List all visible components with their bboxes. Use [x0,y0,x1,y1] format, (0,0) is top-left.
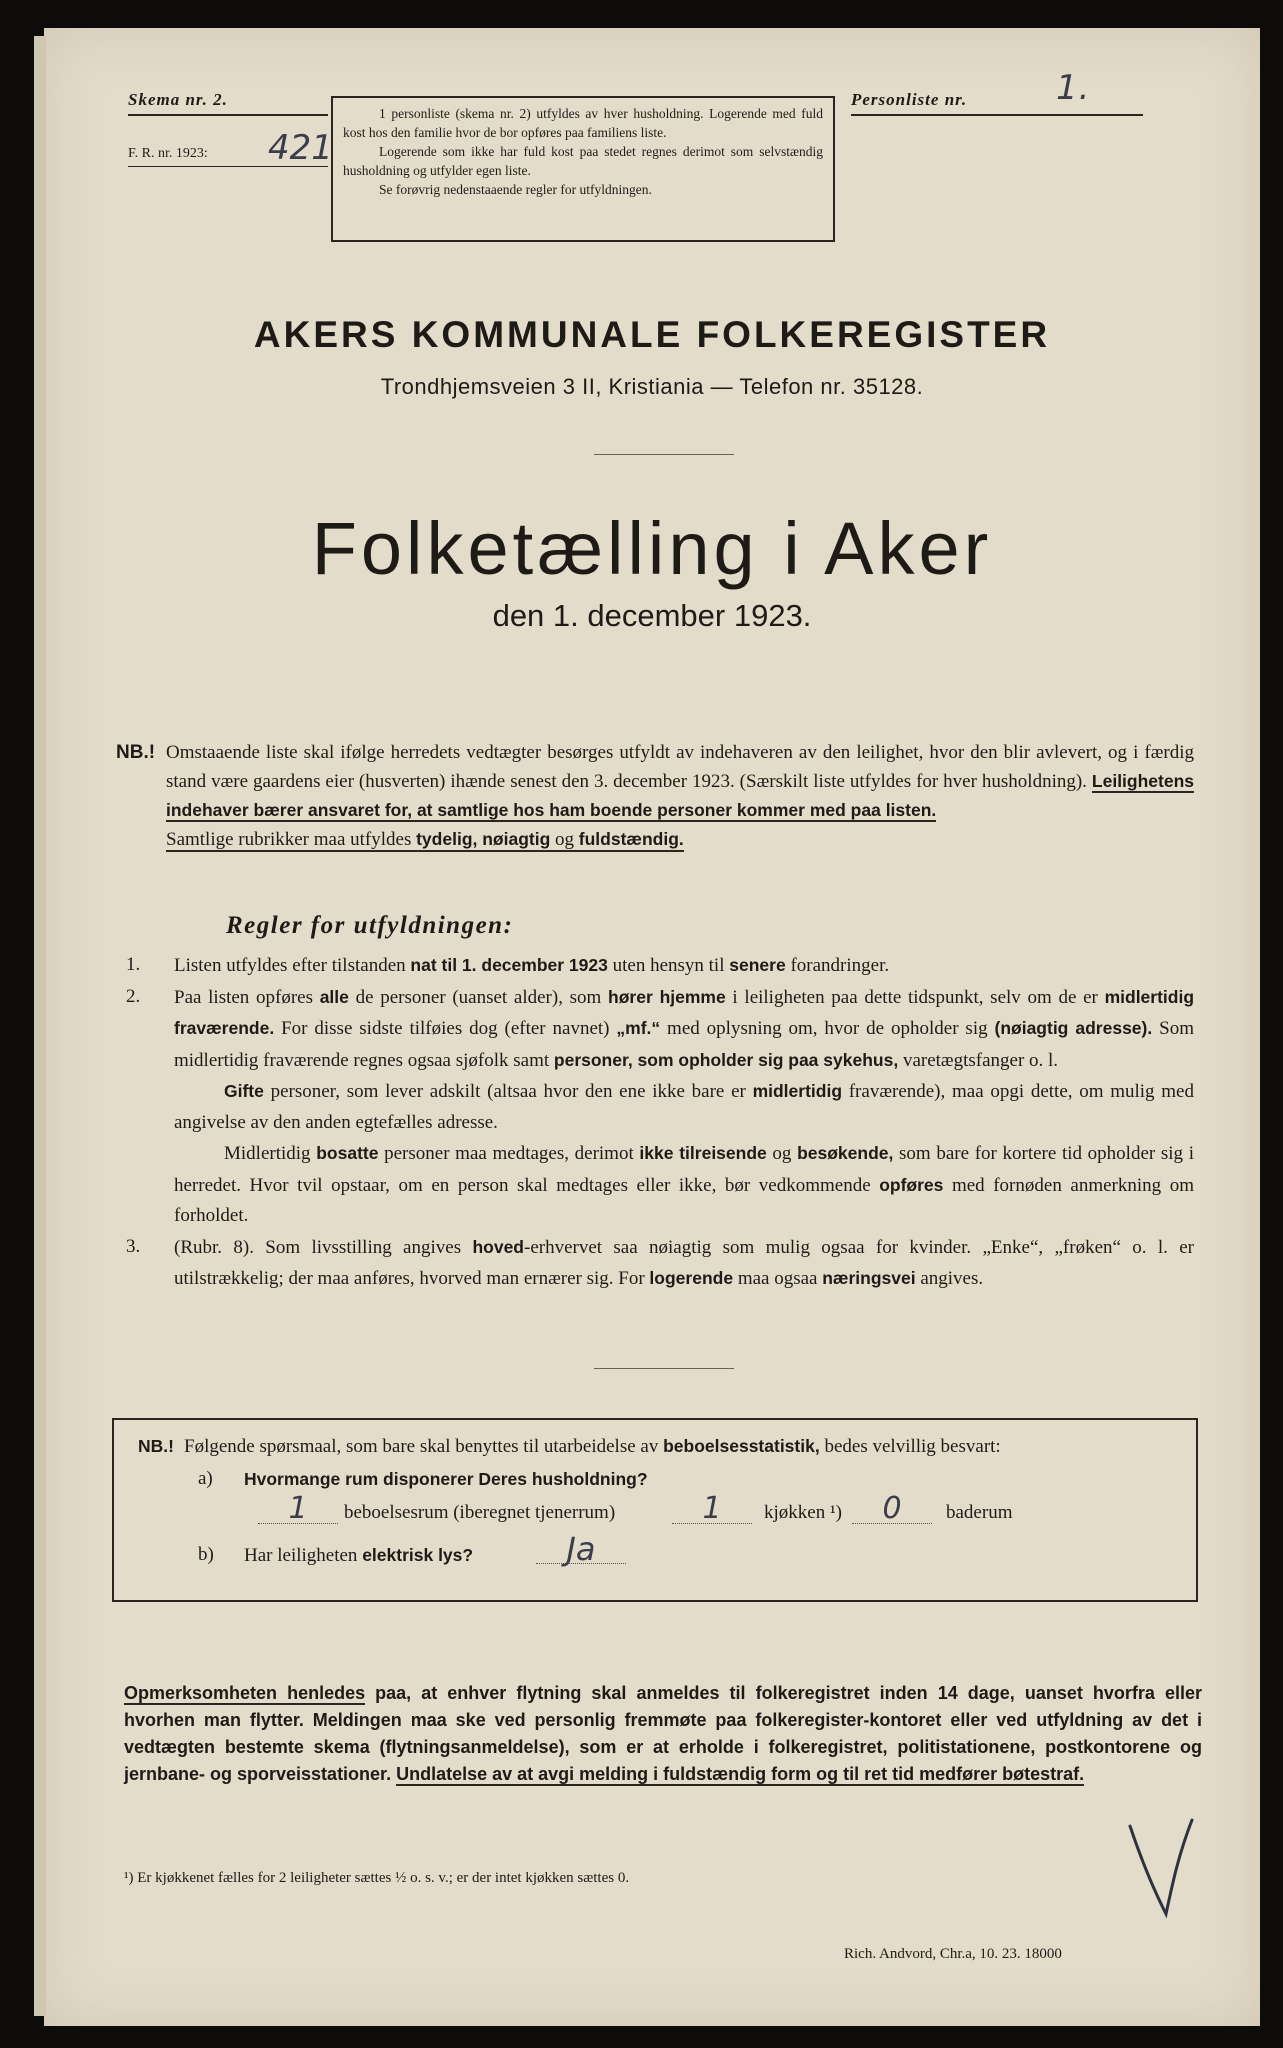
question-a-text: Hvormange rum disponerer Deres husholdning? [244,1469,648,1489]
nb2-intro: NB.! Følgende spørsmaal, som bare skal benyttes til utarbeidelse av beboelsesstatistik, bedes velvillig besvart: [138,1432,1172,1461]
nb-text: Omstaaende liste skal ifølge herredets vedtægter besørges utfyldt av indehaveren av den leilighet, hvor den blir avlevert, og i færdig stand være gaardens eier (husverten) ihænde senest den 3. december 1923. (Særskilt liste utfyldes for hver husholdning). [166,742,1194,792]
nb2-label: NB.! [138,1436,174,1456]
moving-notice-text: paa, at enhver flytning skal anmeldes til folkeregistret inden 14 dage, uanset hvorfra eller hvorhen man flytter. Meldingen maa ske ved personlig fremmøte paa folkeregister-kontoret eller ved utfyldning av det i vedtægten bestemte skema (flytningsanmeldelse), som er at erholde i folkeregistret, politistationene, postkontorene og jernbane- og sporveisstationer. [124,1683,1203,1784]
personliste-handwritten-value: 1. [1056,68,1091,108]
document-date: den 1. december 1923. [492,598,812,633]
organization-address: Trondhjemsveien 3 II, Kristiania — Telefon nr. 35128. [380,374,924,399]
nb-fill-instruction: Samtlige rubrikker maa utfyldes tydelig, nøiagtig og fuldstændig. [166,829,684,850]
check-mark-icon [1126,1816,1206,1926]
rules-list [126,950,1194,1295]
question-b-text: Har leiligheten elektrisk lys? [244,1545,474,1566]
skema-number: Skema nr. 2. [128,90,328,116]
rooms-label: beboelsesrum (iberegnet tjenerrum) [344,1502,616,1523]
question-b: b) Har leiligheten elektrisk lys? Ja [138,1541,1172,1583]
fr-handwritten-value: 421 [268,128,333,168]
instructions-box [331,96,835,242]
instruction-line: Logerende som ikke har fuld kost paa stedet regnes derimot som selvstændig husholdning og utfylder egen liste. [343,144,823,178]
moving-notice-lead: Opmerksomheten henledes [124,1683,366,1703]
moving-notice-penalty: Undlatelse av at avgi melding i fuldstændig form og til ret tid medfører bøtestraf. [396,1764,1085,1784]
fr-number-field [128,128,333,168]
rule-item: 1. Listen utfyldes efter tilstanden nat til 1. december 1923 uten hensyn til senere forandringer. [126,954,890,976]
nb-label: NB.! [116,742,156,763]
personliste-field [851,68,1143,116]
kitchen-value[interactable]: 1 [672,1495,752,1524]
question-a: a) Hvormange rum disponerer Deres husholdning? [138,1465,1172,1499]
bath-label: baderum [946,1502,1013,1523]
housing-statistics-box [112,1418,1198,1602]
divider [594,1368,734,1369]
divider [594,454,734,455]
nb-responsibility: Leilighetens indehaver bærer ansvaret for, at samtlige hos ham boende personer kommer med paa listen. [166,771,1195,820]
moving-notice [124,1680,1202,1788]
personliste-label: Personliste nr. [851,90,968,109]
rooms-value[interactable]: 1 [258,1495,338,1524]
nb-notice [116,738,1194,854]
fr-label: F. R. nr. 1923: [128,146,208,161]
printer-imprint: Rich. Andvord, Chr.a, 10. 23. 18000 [844,1946,1062,1962]
bath-value[interactable]: 0 [852,1495,932,1524]
organization-name: AKERS KOMMUNALE FOLKEREGISTER [253,314,1051,355]
kitchen-label: kjøkken ¹) [764,1502,842,1523]
rule-item: 3. (Rubr. 8). Som livsstilling angives hoved-erhvervet saa nøiagtig som mulig ogsaa for kvinder. „Enke“, „frøken“ o. l. er utilstrækkelig; der maa anføres, hvorved man ernærer sig. For logerende maa ogsaa næringsvei angives. [126,1235,1195,1289]
instruction-line: 1 personliste (skema nr. 2) utfyldes av hver husholdning. Logerende med fuld kost hos den familie hvor de bor opføres paa familiens liste. [343,106,823,140]
instruction-line: Se forøvrig nedenstaaende regler for utfyldningen. [379,182,652,197]
electric-light-answer[interactable]: Ja [536,1535,626,1564]
form-id-block [128,90,333,168]
census-form [44,28,1260,2026]
rules-title: Regler for utfyldningen: [226,912,514,939]
footnote: ¹) Er kjøkkenet fælles for 2 leiligheter sættes ½ o. s. v.; er der intet kjøkken sættes 0. [124,1870,630,1886]
room-counts [138,1491,1172,1541]
document-title: Folketælling i Aker [311,507,993,590]
rule-item: 2. Paa listen opføres alle de personer (uanset alder), som hører hjemme i leiligheten paa dette tidspunkt, selv om de er midlertidig fraværende. For disse sidste tilføies dog (efter navnet) „mf.“ med oplysning om, hvor de opholder sig (nøiagtig adresse). Som midlertidig fraværende regnes ogsaa sjøfolk samt personer, som opholder sig paa sykehus, varetægtsfanger o. l. Gifte personer, som lever adskilt (altsaa hvor den ene ikke bare er midlertidig fraværende), maa opgi dette, om mulig med angivelse av den anden egtefælles adresse. Midlertidig bosatte personer maa medtages, derimot ikke tilreisende og besøkende, som bare for kortere tid opholder sig i herredet. Hvor tvil opstaar, om en person skal medtages eller ikke, bør vedkommende opføres med fornøden anmerkning om forholdet. [126,985,1195,1226]
